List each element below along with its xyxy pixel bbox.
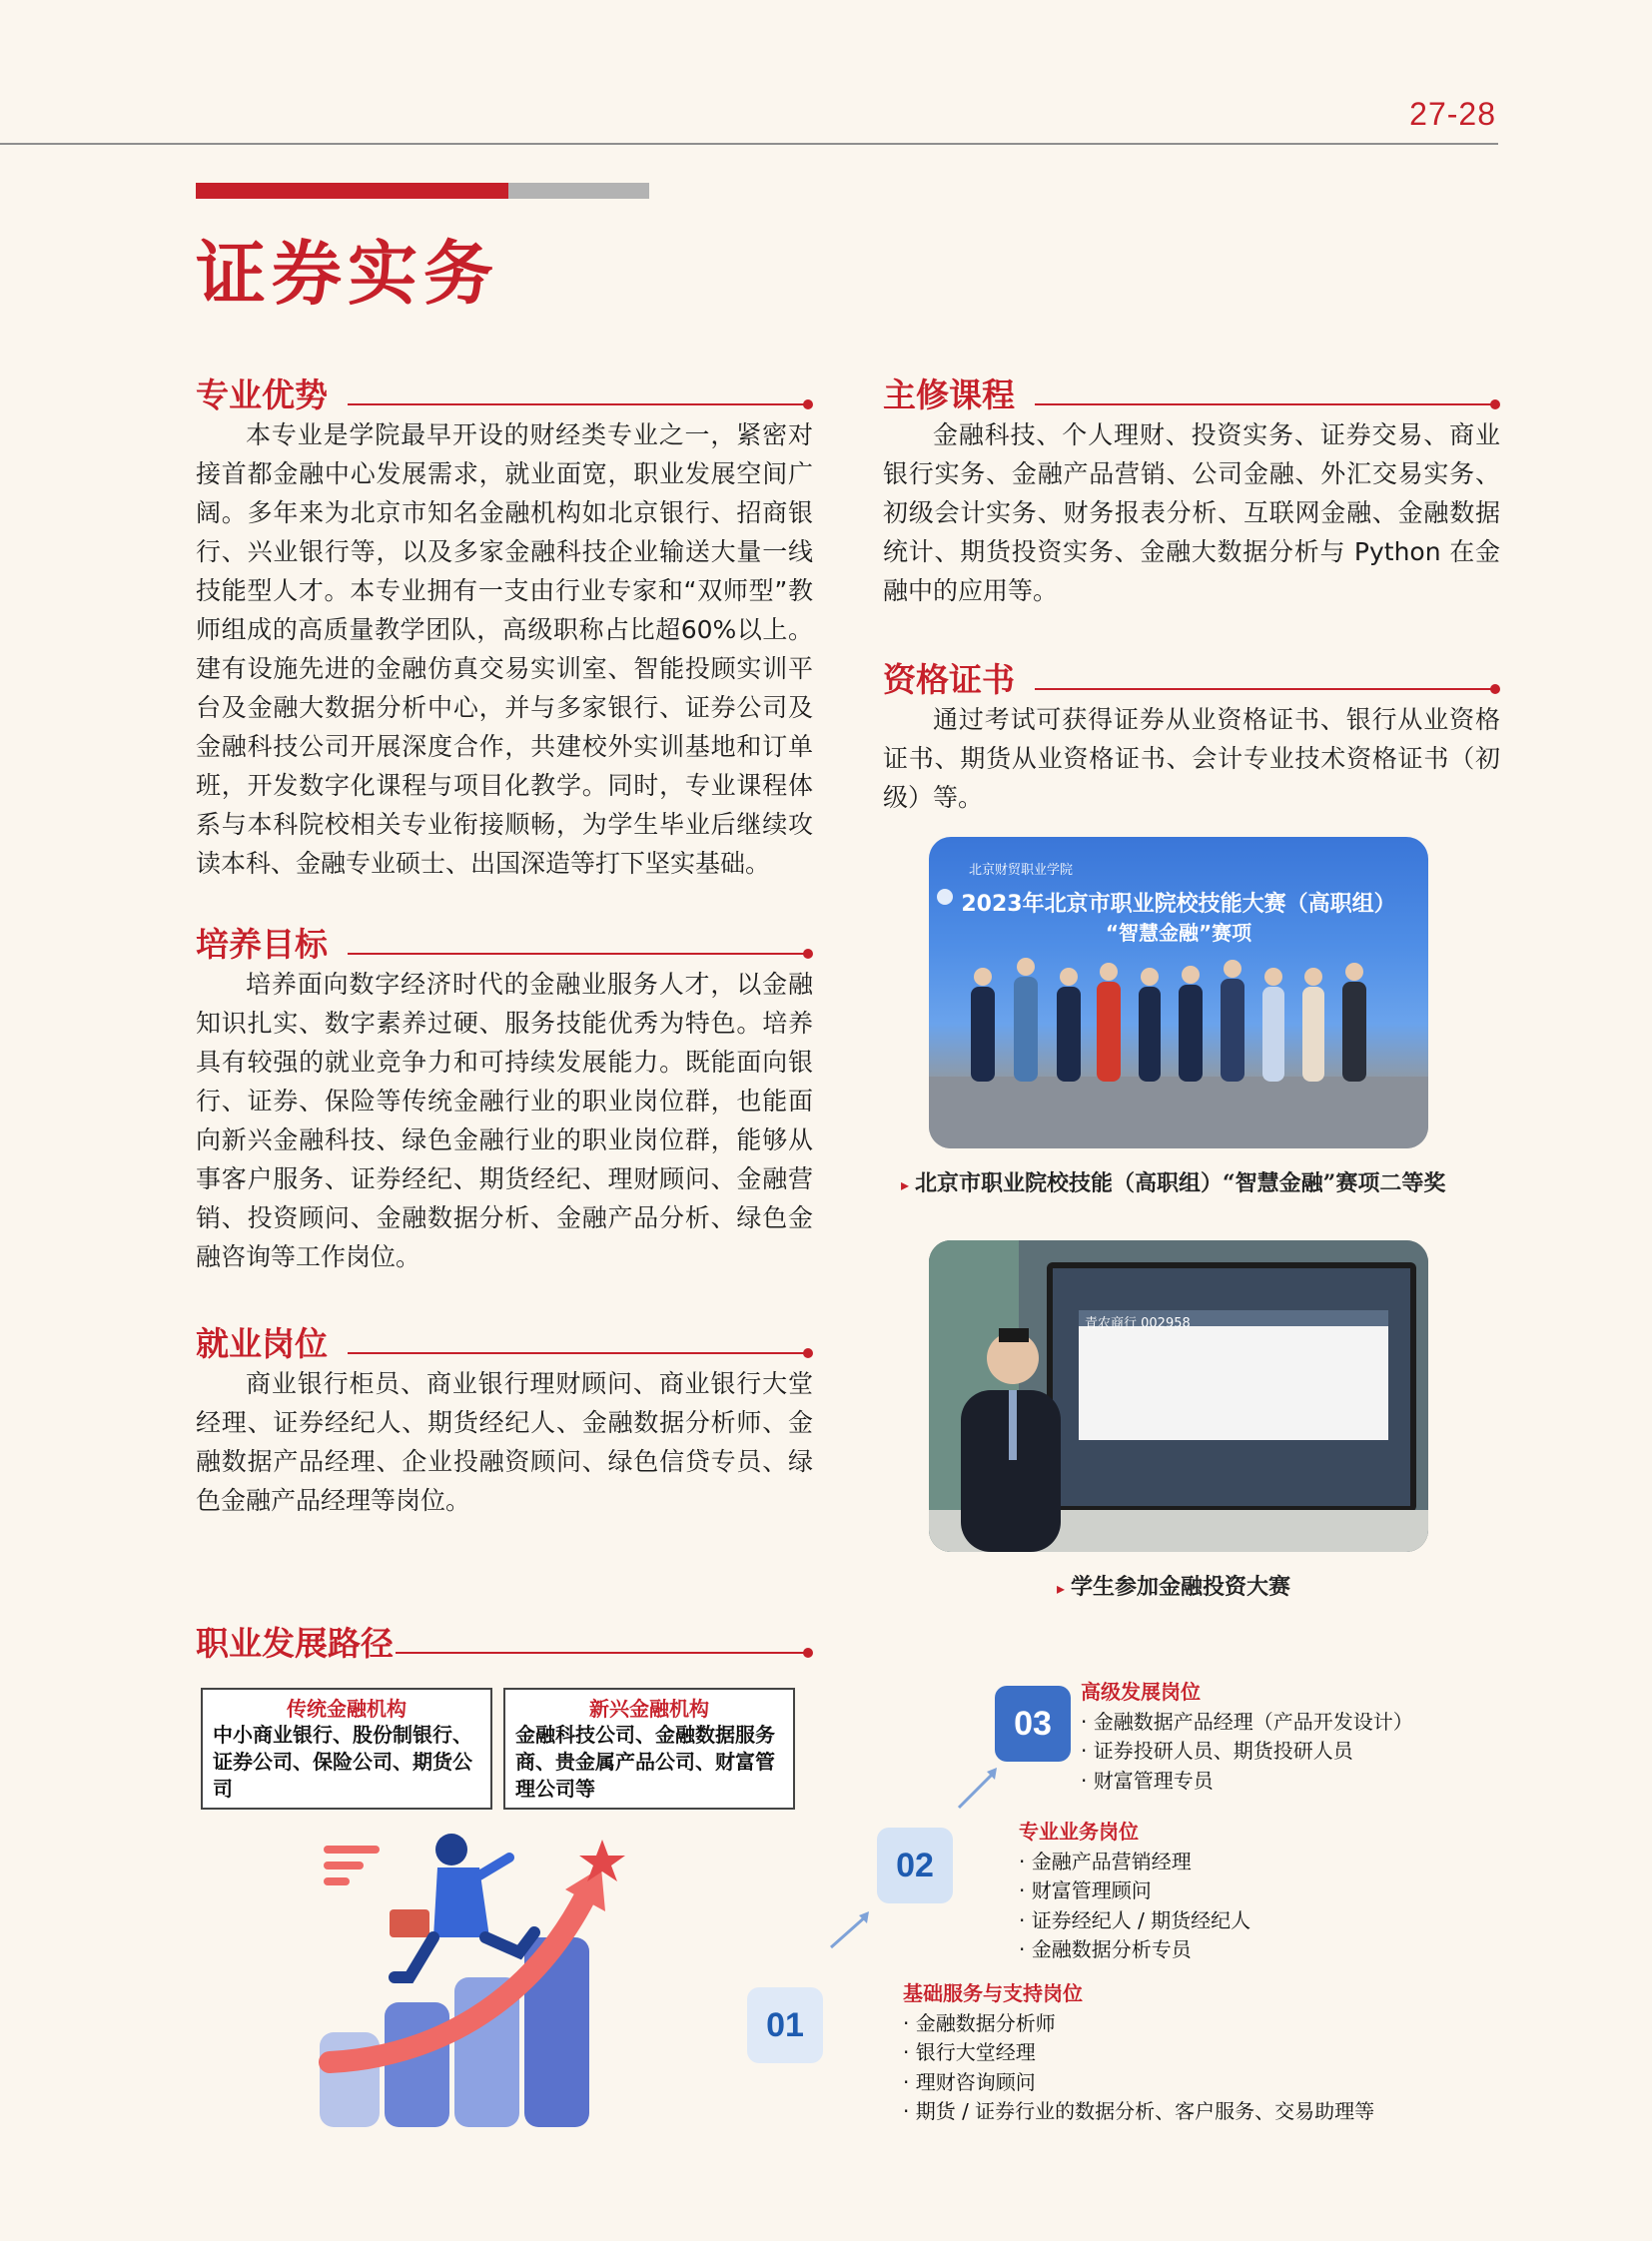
- section-certificates: [883, 654, 1500, 817]
- list-item: · 银行大堂经理: [903, 2038, 1374, 2068]
- list-item: · 金融数据分析专员: [1019, 1935, 1250, 1965]
- title-bar: [196, 183, 649, 199]
- photo-caption: ▸ 学生参加金融投资大赛: [1057, 1574, 1291, 1600]
- section-body: 商业银行柜员、商业银行理财顾问、商业银行大堂经理、证券经纪人、期货经纪人、金融数据分析师、金融数据产品经理、企业投融资顾问、绿色信贷专员、绿色金融产品经理等岗位。: [196, 1369, 813, 1515]
- page-title: 证券实务: [196, 233, 499, 315]
- section-advantage: [196, 370, 813, 883]
- section-heading: [883, 370, 1500, 413]
- level-title: 基础服务与支持岗位: [903, 1981, 1083, 2005]
- section-career-path: [196, 1618, 813, 1662]
- org-title: 新兴金融机构: [589, 1697, 709, 1721]
- list-item: · 金融数据产品经理（产品开发设计）: [1081, 1708, 1413, 1738]
- section-heading-label: 资格证书: [883, 660, 1015, 699]
- presentation-photo: [929, 1240, 1428, 1552]
- level-title: 专业业务岗位: [1019, 1820, 1139, 1844]
- section-heading: [196, 1618, 813, 1662]
- competition-group-photo: [929, 837, 1428, 1148]
- list-item: · 财富管理顾问: [1019, 1876, 1250, 1906]
- section-body: 金融科技、个人理财、投资实务、证券交易、商业银行实务、金融产品营销、公司金融、外汇交易实务、初级会计实务、财务报表分析、互联网金融、金融数据统计、期货投资实务、金融大数据分析与 Python 在金融中的应用等。: [883, 420, 1500, 605]
- top-rule: [0, 143, 1498, 145]
- list-item: · 财富管理专员: [1081, 1767, 1413, 1797]
- section-body: 通过考试可获得证券从业资格证书、银行从业资格证书、期货从业资格证书、会计专业技术资格证书（初级）等。: [883, 705, 1500, 812]
- level-basic: [903, 1979, 1374, 2127]
- section-heading: [196, 370, 813, 413]
- banner-line-1: 2023年北京市职业院校技能大赛（高职组）: [961, 892, 1396, 917]
- caption-text: 学生参加金融投资大赛: [1071, 1574, 1291, 1600]
- step-01-badge: 01: [747, 1987, 823, 2063]
- level-title: 高级发展岗位: [1081, 1680, 1201, 1704]
- section-heading: [196, 919, 813, 963]
- section-body: 培养面向数字经济时代的金融业服务人才，以金融知识扎实、数字素养过硬、服务技能优秀为特色。培养具有较强的就业竞争力和可持续发展能力。既能面向银行、证券、保险等传统金融行业的职业岗位群，也能面向新兴金融科技、绿色金融行业的职业岗位群，能够从事客户服务、证券经纪、期货经纪、理财顾问、金融营销、投资顾问、金融数据分析、金融产品分析、绿色金融咨询等工作岗位。: [196, 970, 813, 1271]
- org-box-traditional: [201, 1688, 492, 1810]
- step-02-badge: 02: [877, 1828, 953, 1903]
- list-item: · 金融产品营销经理: [1019, 1848, 1250, 1877]
- section-heading-label: 主修课程: [883, 375, 1015, 414]
- step-03-badge: 03: [995, 1686, 1071, 1762]
- org-text: 中小商业银行、股份制银行、证券公司、保险公司、期货公司: [213, 1723, 472, 1801]
- section-heading-label: 培养目标: [196, 925, 328, 964]
- list-item: · 金融数据分析师: [903, 2009, 1374, 2039]
- banner-line-2: “智慧金融”赛项: [1105, 921, 1252, 945]
- org-text: 金融科技公司、金融数据服务商、贵金属产品公司、财富管理公司等: [515, 1723, 775, 1801]
- section-heading: [883, 654, 1500, 698]
- section-goal: [196, 919, 813, 1276]
- section-heading-label: 就业岗位: [196, 1324, 328, 1363]
- level-professional: [1019, 1818, 1250, 1965]
- career-growth-illustration: [310, 1828, 649, 2127]
- list-item: · 期货 / 证券行业的数据分析、客户服务、交易助理等: [903, 2097, 1374, 2127]
- screen-text: 青农商行 002958: [1085, 1316, 1191, 1331]
- section-courses: [883, 370, 1500, 610]
- presentation-illustration: [929, 1240, 1428, 1552]
- list-item: · 证券投研人员、期货投研人员: [1081, 1737, 1413, 1767]
- group-photo-illustration: [929, 837, 1428, 1148]
- section-heading-label: 专业优势: [196, 375, 328, 414]
- photo-caption: ▸ 北京市职业院校技能（高职组）“智慧金融”赛项二等奖: [901, 1170, 1446, 1196]
- section-body: 本专业是学院最早开设的财经类专业之一，紧密对接首都金融中心发展需求，就业面宽，职业发展空间广阔。多年来为北京市知名金融机构如北京银行、招商银行、兴业银行等，以及多家金融科技企业输送大量一线技能型人才。本专业拥有一支由行业专家和“双师型”教师组成的高质量教学团队，高级职称占比超60%以上。建有设施先进的金融仿真交易实训室、智能投顾实训平台及金融大数据分析中心，并与多家银行、证券公司及金融科技公司开展深度合作，共建校外实训基地和订单班，开发数字化课程与项目化教学。同时，专业课程体系与本科院校相关专业衔接顺畅，为学生毕业后继续攻读本科、金融专业硕士、出国深造等打下坚实基础。: [196, 420, 813, 878]
- section-heading: [196, 1318, 813, 1362]
- page-number: 27-28: [1409, 96, 1496, 132]
- caption-text: 北京市职业院校技能（高职组）“智慧金融”赛项二等奖: [915, 1170, 1446, 1196]
- org-title: 传统金融机构: [287, 1697, 407, 1721]
- banner-school: 北京财贸职业学院: [969, 863, 1074, 878]
- section-jobs: [196, 1318, 813, 1520]
- level-advanced: [1081, 1678, 1413, 1796]
- org-box-emerging: [503, 1688, 795, 1810]
- list-item: · 证券经纪人 / 期货经纪人: [1019, 1906, 1250, 1936]
- list-item: · 理财咨询顾问: [903, 2068, 1374, 2098]
- section-heading-label: 职业发展路径: [196, 1624, 394, 1663]
